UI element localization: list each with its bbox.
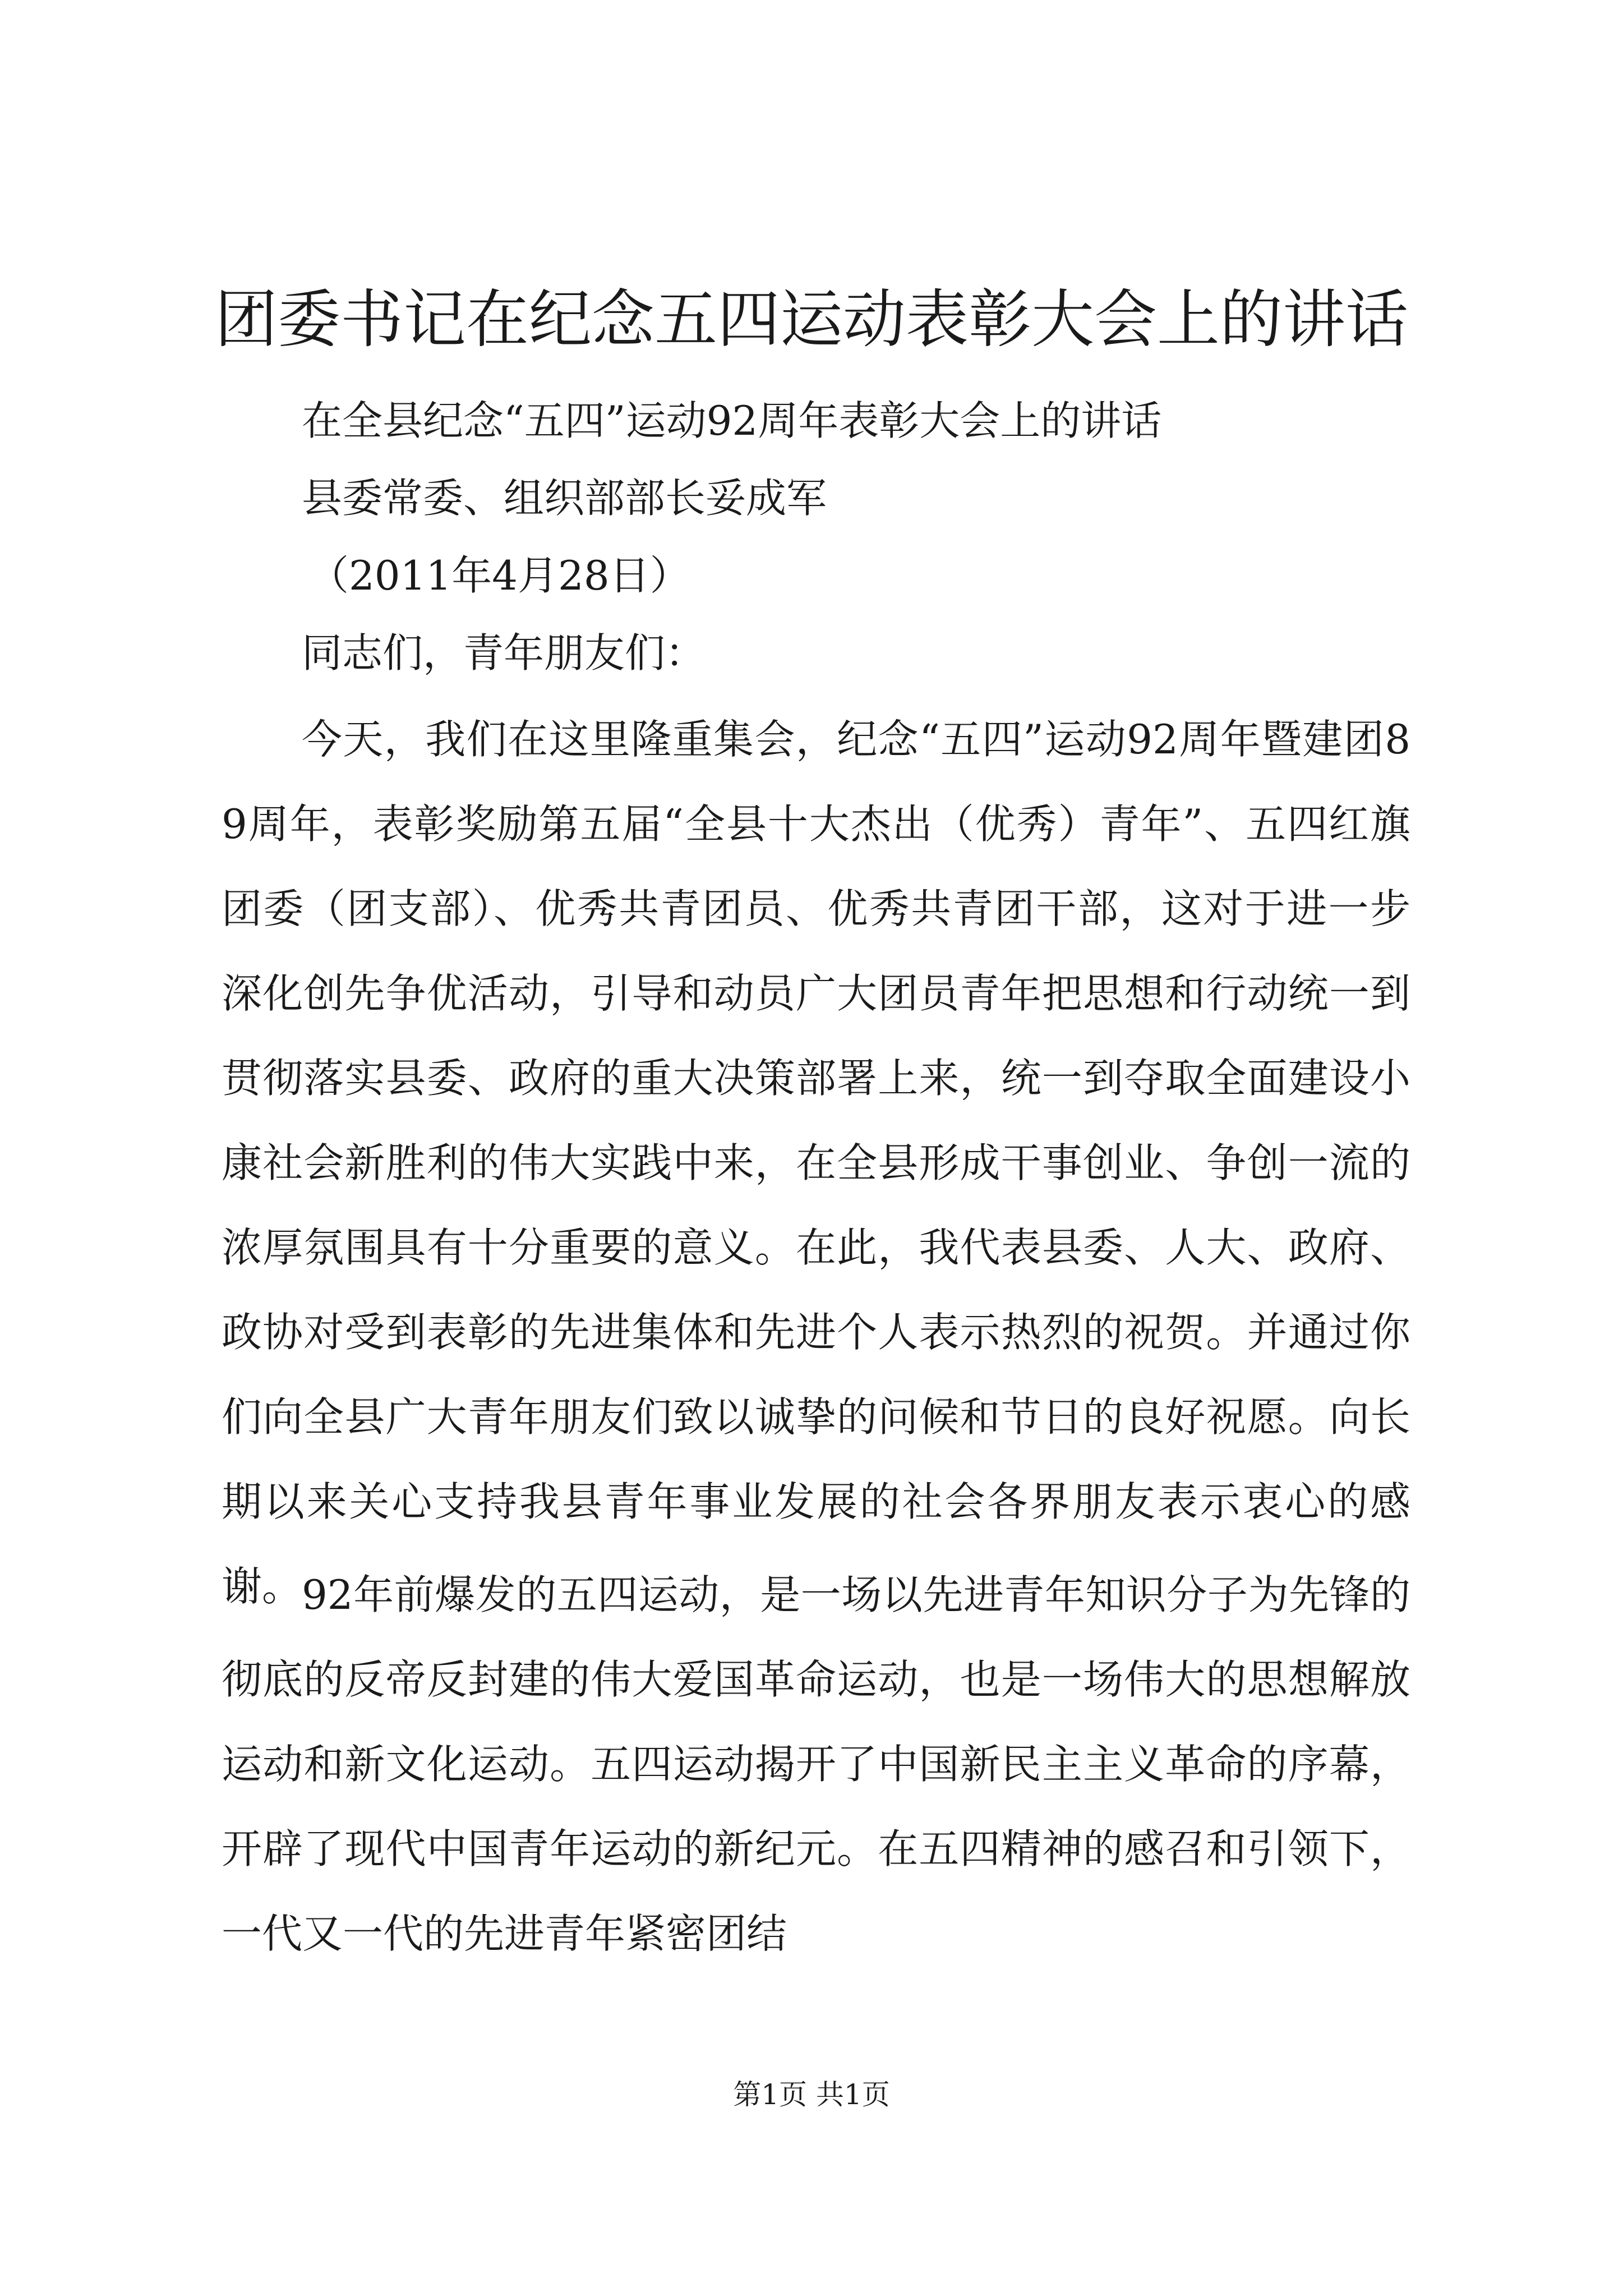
speaker-line: 县委常委、组织部部长妥成军 [302,475,827,522]
document-title: 团委书记在纪念五四运动表彰大会上的讲话 [215,283,1408,356]
speech-date: （2011年4月28日） [308,552,690,599]
page-number-footer: 第1页 共1页 [733,2078,890,2111]
salutation: 同志们，青年朋友们： [302,629,706,677]
body-paragraph-2: 92年前爆发的五四运动，是一场以先进青年知识分子为先锋的彻底的反帝反封建的伟大爱国革命运动，也是一场伟大的思想解放运动和新文化运动。五四运动揭开了中国新民主主义革命的序幕，开辟了现代中国青年运动的新纪元。在五四精神的感召和引领下，一代又一代的先进青年紧密团结 [222,1571,1410,1957]
speech-subtitle: 在全县纪念“五四”运动92周年表彰大会上的讲话 [302,397,1162,444]
body-paragraph-1: 今天，我们在这里隆重集会，纪念“五四”运动92周年暨建团89周年，表彰奖励第五届“全县十大杰出（优秀）青年”、五四红旗团委（团支部）、优秀共青团员、优秀共青团干部，这对于进一步深化创先争优活动，引导和动员广大团员青年把思想和行动统一到贯彻落实县委、政府的重大决策部署上来，统一到夺取全面建设小康社会新胜利的伟大实践中来，在全县形成干事创业、争创一流的浓厚氛围具有十分重要的意义。在此，我代表县委、人大、政府、政协对受到表彰的先进集体和先进个人表示热烈的祝贺。并通过你们向全县广大青年朋友们致以诚挚的问候和节日的良好祝愿。向长期以来关心支持我县青年事业发展的社会各界朋友表示衷心的感谢。 [222,716,1410,1610]
